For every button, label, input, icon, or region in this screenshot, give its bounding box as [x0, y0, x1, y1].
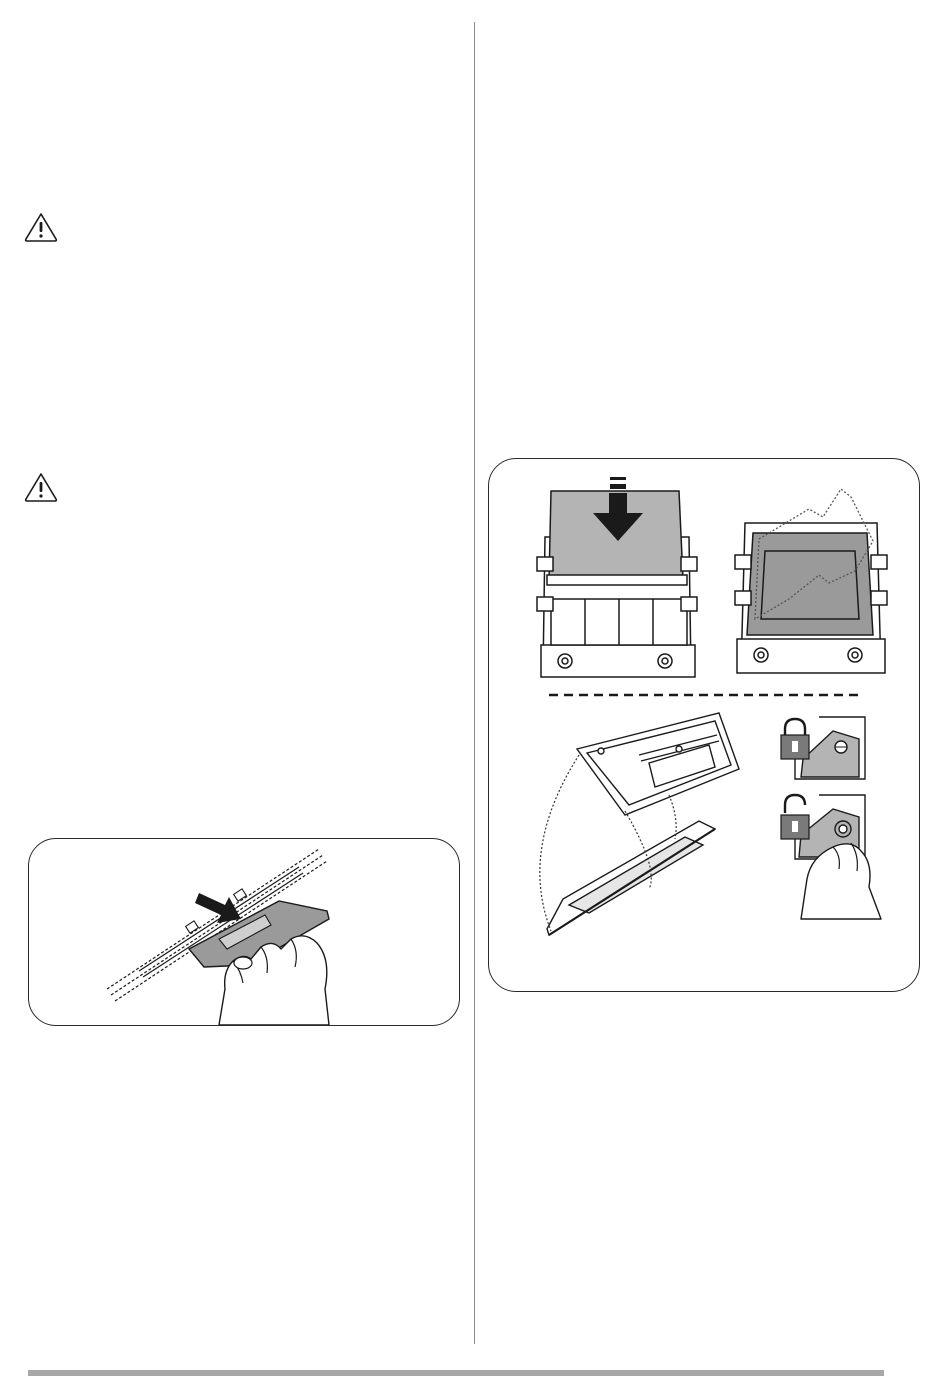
padlock-open-icon	[781, 795, 809, 839]
padlock-closed-icon	[781, 719, 809, 759]
insert-arrow-icon	[195, 893, 241, 923]
filter-hinge-figure	[547, 713, 739, 935]
shelf-support-removal-illustration	[28, 838, 460, 1026]
grease-filter-installation-illustration	[488, 458, 920, 992]
filter-installed-figure	[735, 523, 887, 673]
column-divider	[474, 22, 475, 1344]
warning-triangle-icon	[24, 472, 58, 502]
footer-rule	[28, 1370, 884, 1376]
warning-triangle-icon	[24, 212, 58, 242]
